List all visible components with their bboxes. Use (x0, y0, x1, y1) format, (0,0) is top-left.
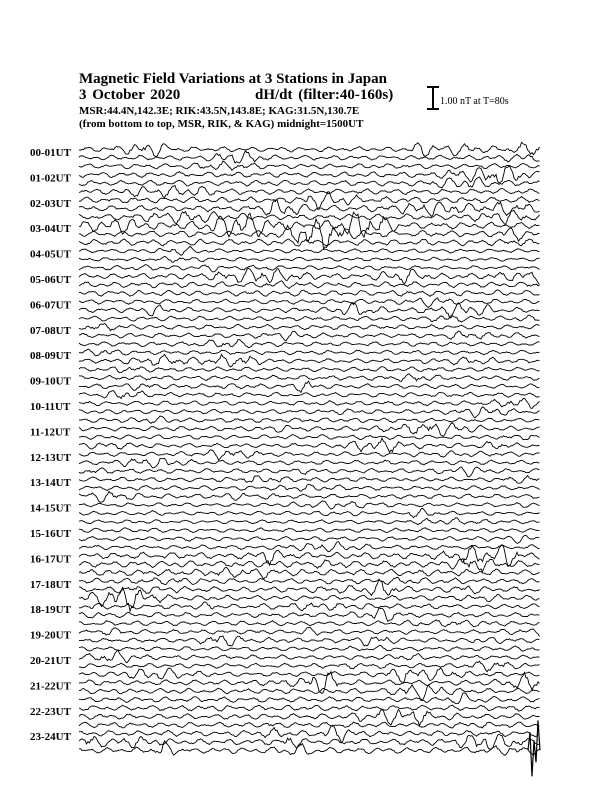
waveform-trace-msr (79, 518, 540, 525)
waveform-trace-rik (79, 685, 540, 701)
waveform-trace-kag (79, 212, 540, 237)
waveform-trace-msr (79, 668, 540, 683)
waveform-trace-kag (79, 476, 540, 484)
hour-label: 04-05UT (30, 248, 71, 261)
waveform-trace-kag (79, 192, 540, 210)
waveform-trace-msr (79, 161, 540, 170)
hour-label: 06-07UT (30, 299, 71, 312)
waveform-trace-kag (79, 398, 540, 408)
chart-title: Magnetic Field Variations at 3 Stations in Japan (79, 71, 387, 87)
waveform-trace-msr (79, 645, 540, 651)
waveform-trace-kag (79, 374, 540, 382)
waveform-trace-kag (79, 528, 540, 533)
waveform-trace-kag (79, 298, 540, 307)
waveform-trace-rik (79, 458, 540, 468)
hour-label: 21-22UT (30, 680, 71, 693)
hour-label: 02-03UT (30, 197, 71, 210)
hour-label: 10-11UT (30, 401, 71, 413)
scale-bar-label: 1.00 nT at T=80s (440, 96, 509, 107)
waveform-trace-kag (79, 725, 540, 743)
waveform-trace-kag (79, 268, 540, 284)
waveform-trace-msr (79, 620, 540, 627)
hour-label: 09-10UT (30, 375, 71, 388)
hour-label: 12-13UT (30, 451, 71, 464)
hour-label: 00-01UT (30, 147, 71, 159)
waveform-trace-kag (79, 246, 540, 255)
hour-label: 01-02UT (30, 172, 71, 185)
station-coordinates: MSR:44.4N,142.3E; RIK:43.5N,143.8E; KAG:31.5N,130.7E (79, 105, 360, 117)
waveform-trace-kag (79, 650, 540, 663)
waveform-trace-rik (79, 734, 540, 749)
waveform-trace-kag (79, 602, 540, 611)
hour-label: 22-23UT (30, 705, 71, 718)
waveform-spike (528, 720, 540, 776)
waveform-trace-msr (79, 491, 540, 502)
waveform-trace-rik (79, 303, 540, 318)
hour-label: 17-18UT (30, 578, 71, 591)
waveform-trace-rik (79, 608, 540, 622)
waveform-trace-msr (79, 693, 540, 704)
waveform-trace-msr (79, 391, 540, 399)
hour-label: 18-19UT (30, 604, 71, 617)
waveform-trace-rik (79, 281, 540, 289)
hour-label: 03-04UT (30, 223, 71, 236)
waveform-trace-kag (79, 166, 540, 183)
waveform-trace-kag (79, 501, 540, 509)
station-order-note: (from bottom to top, MSR, RIK, & KAG) midnight=1500UT (79, 118, 364, 130)
waveform-trace-kag (79, 577, 540, 584)
hour-label: 15-16UT (30, 528, 71, 540)
waveform-trace-rik (79, 435, 540, 440)
waveform-trace-rik (79, 407, 540, 418)
chart-quantity: dH/dt (filter:40-160s) (255, 87, 394, 103)
hour-label: 07-08UT (30, 324, 71, 337)
waveform-trace-rik (79, 256, 540, 262)
waveform-trace-msr (79, 340, 540, 348)
waveform-trace-kag (79, 423, 540, 436)
waveform-trace-msr (79, 290, 540, 296)
waveform-trace-rik (79, 535, 540, 543)
waveform-trace-rik (79, 381, 540, 392)
waveform-trace-kag (79, 142, 540, 156)
waveform-trace-msr (79, 367, 540, 373)
waveform-trace-msr (79, 722, 540, 728)
waveform-trace-rik (79, 484, 540, 491)
waveform-trace-rik (79, 661, 540, 672)
waveform-trace-rik (79, 151, 540, 163)
hour-label: 11-12UT (30, 426, 71, 439)
hour-label: 13-14UT (30, 477, 71, 490)
hour-label: 05-06UT (30, 274, 71, 286)
hour-label: 08-09UT (30, 350, 71, 363)
waveform-trace-rik (79, 709, 540, 725)
waveform-trace-msr (79, 542, 540, 552)
waveform-trace-msr (79, 438, 540, 452)
waveform-trace-kag (79, 627, 540, 636)
waveform-trace-kag (79, 705, 540, 711)
chart-date: 3 October 2020 (79, 87, 181, 103)
waveform-trace-kag (79, 349, 540, 356)
waveform-trace-rik (79, 219, 540, 249)
waveform-trace-kag (79, 323, 540, 330)
waveform-trace-rik (79, 559, 540, 572)
hour-label: 14-15UT (30, 502, 71, 515)
waveform-trace-rik (79, 354, 540, 367)
hour-label: 20-21UT (30, 655, 71, 667)
waveform-trace-msr (79, 567, 540, 579)
waveform-trace-msr (79, 467, 540, 477)
waveform-trace-kag (79, 450, 540, 460)
waveform-trace-msr (79, 315, 540, 322)
waveform-trace-rik (79, 636, 540, 646)
hour-label: 16-17UT (30, 553, 71, 566)
waveform-trace-msr (79, 265, 540, 272)
waveform-trace-msr (79, 210, 540, 224)
hour-label: 19-20UT (30, 629, 71, 642)
hour-label: 23-24UT (30, 731, 71, 744)
waveform-trace-rik (79, 199, 540, 216)
waveform-trace-rik (79, 331, 540, 341)
waveform-trace-msr (79, 416, 540, 423)
waveform-trace-rik (79, 508, 540, 518)
